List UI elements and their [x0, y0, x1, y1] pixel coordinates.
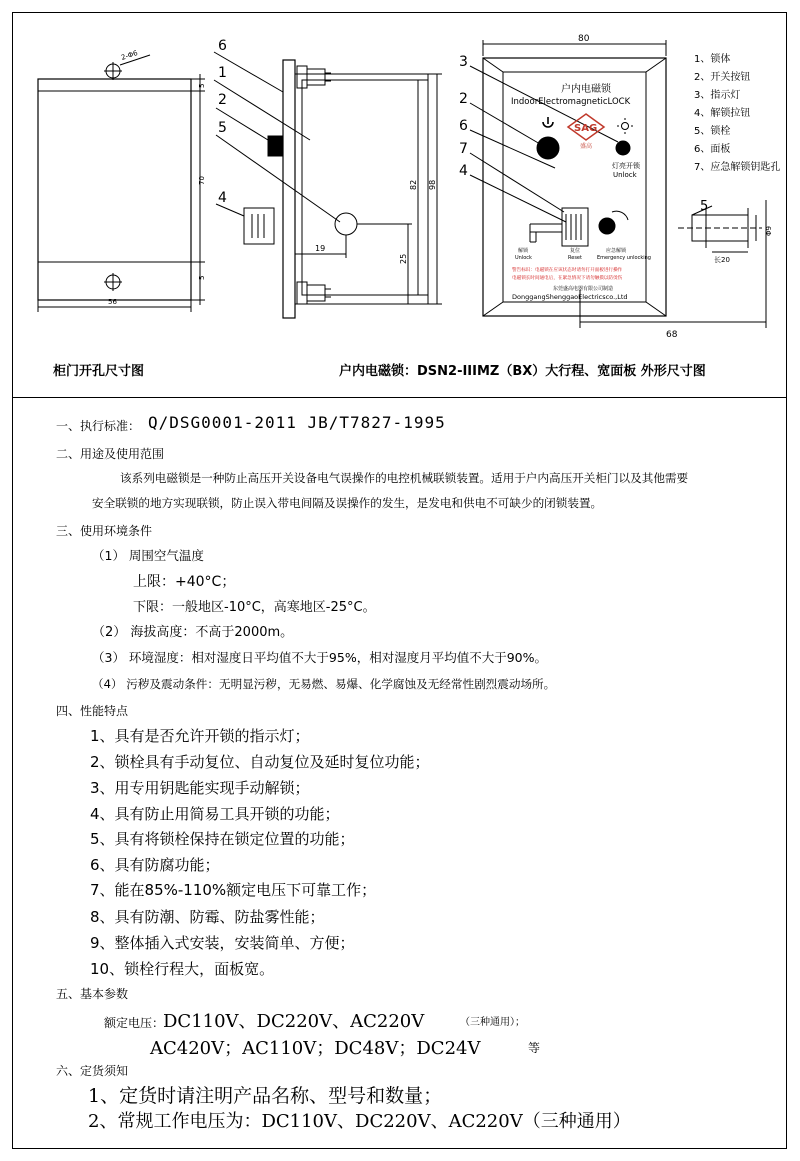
reset-label-cn: 复位: [570, 248, 581, 254]
side-callout-4: 4: [218, 190, 227, 206]
dim-25: 25: [399, 253, 408, 264]
front-view-caption: 户内电磁锁：DSN2-IIIMZ（BX）大行程、宽面板 外形尺寸图: [339, 364, 706, 379]
rated-voltage-note: （三种通用）；: [460, 1017, 525, 1028]
front-view-drawing: [470, 40, 766, 328]
dim-hole: 2-Φ6: [120, 49, 139, 62]
section-2-title: 二、用途及使用范围: [56, 447, 165, 461]
order-note-1: 1、定货时请注明产品名称、型号和数量；: [88, 1085, 443, 1107]
technical-drawings: [0, 0, 800, 400]
unlock-label-cn: 解锁: [518, 248, 529, 254]
bolt-dia: Φ9: [765, 226, 773, 236]
env-temp-lower: 下限：一般地区-10°C，高寒地区-25°C。: [133, 600, 376, 615]
power-icon: [543, 117, 553, 127]
dim-98: 98: [428, 179, 437, 190]
dim-top-offset: 5: [198, 83, 206, 88]
feature-item: 9、整体插入式安装，安装简单、方便；: [90, 934, 355, 952]
dim-82: 82: [409, 179, 418, 190]
standards: Q/DSG0001-2011 JB/T7827-1995: [148, 413, 446, 432]
unlock-label-en: Unlock: [515, 255, 532, 261]
warning-line-2: 电磁锁长时间通电后，在紧急情况下请勿触摸以防烫伤: [512, 276, 623, 281]
light-label: 灯亮开锁: [612, 162, 640, 170]
side-callout-5: 5: [218, 120, 227, 136]
legend-item: 3、指示灯: [694, 90, 741, 101]
parts-legend: [694, 52, 780, 173]
side-callout-1: 1: [218, 65, 227, 81]
indicator-light-icon: [617, 118, 633, 134]
svg-text:SAG: SAG: [574, 123, 598, 134]
panel-title: 户内电磁锁: [561, 84, 611, 95]
bolt-length: 长20: [714, 256, 730, 264]
feature-item: 7、能在85%-110%额定电压下可靠工作；: [90, 881, 377, 899]
legend-item: 4、解锁拉钮: [694, 108, 751, 119]
feature-item: 2、锁栓具有手动复位、自动复位及延时复位功能；: [90, 753, 430, 771]
legend-item: 7、应急解锁钥匙孔: [694, 162, 781, 173]
legend-item: 5、锁栓: [694, 126, 731, 137]
front-callout-6: 6: [459, 118, 468, 134]
section-2-text: 该系列电磁锁是一种防止高压开关设备电气误操作的电控机械联锁装置。适用于户内高压开关柜门以及其他需要: [120, 471, 689, 485]
rated-voltage-values-2: AC420V；AC110V；DC48V；DC24V: [150, 1038, 481, 1059]
legend-item: 6、面板: [694, 144, 731, 155]
dim-width: 56: [108, 298, 117, 306]
dim-bottom-offset: 5: [198, 275, 206, 280]
light-label-en: Unlock: [613, 171, 637, 179]
rated-voltage-values: DC110V、DC220V、AC220V: [163, 1011, 425, 1032]
side-callout-2: 2: [218, 92, 227, 108]
front-callout-7: 7: [459, 141, 468, 157]
feature-item: 6、具有防腐功能；: [90, 856, 220, 874]
side-callout-6: 6: [218, 38, 227, 54]
feature-item: 10、锁栓行程大，面板宽。: [90, 960, 275, 978]
front-callout-3: 3: [459, 54, 468, 70]
emergency-label-en: Emergency unlocking: [597, 255, 651, 261]
front-callout-2: 2: [459, 91, 468, 107]
bolt-callout-5: 5: [700, 199, 709, 214]
door-cutout-drawing: [38, 55, 205, 312]
feature-item: 5、具有将锁栓保持在锁定位置的功能；: [90, 830, 355, 848]
section-5-title: 五、基本参数: [56, 987, 129, 1001]
env-pollution: （4） 污秽及震动条件：无明显污秽，无易燃、易爆、化学腐蚀及无经常性剧烈震动场所。: [92, 677, 556, 691]
maker-cn: 东莞盛高电器有限公司制造: [553, 286, 614, 292]
legend-item: 2、开关按钮: [694, 72, 751, 83]
legend-item: 1、锁体: [694, 54, 731, 65]
env-temp-upper: 上限：+40°C；: [133, 574, 236, 590]
section-3-title: 三、使用环境条件: [56, 524, 153, 538]
side-view-drawing: [214, 52, 442, 318]
dim-68: 68: [666, 330, 678, 340]
dim-19: 19: [315, 244, 326, 253]
section-2-text: 安全联锁的地方实现联锁，防止误入带电间隔及误操作的发生，是发电和供电不可缺少的闭锁装置。: [92, 496, 603, 510]
section-6-title: 六、定货须知: [56, 1064, 129, 1078]
feature-item: 3、用专用钥匙能实现手动解锁；: [90, 779, 310, 797]
emergency-label-cn: 应急解锁: [606, 248, 627, 254]
feature-item: 8、具有防潮、防霉、防盐雾性能；: [90, 908, 325, 926]
env-humidity: （3） 环境湿度：相对湿度日平均值不大于95%，相对湿度月平均值不大于90%。: [92, 650, 547, 665]
warning-line-1: 警告标识：电磁锁在应该状态时请勿打开面板进行操作: [512, 268, 623, 273]
order-note-2: 2、常规工作电压为：DC110V、DC220V、AC220V（三种通用）: [88, 1111, 631, 1132]
reset-label-en: Reset: [568, 255, 582, 261]
panel-title-en: IndoorElectromagneticLOCK: [511, 97, 631, 107]
feature-item: 1、具有是否允许开锁的指示灯；: [90, 727, 310, 745]
dim-80: 80: [578, 34, 590, 44]
dim-height: 70: [198, 176, 206, 185]
section-1-title: 一、执行标准：: [56, 419, 141, 433]
maker-en: DonggangShenggaoElectricsco.,Ltd: [512, 293, 628, 301]
rated-voltage-label: 额定电压：: [104, 1016, 165, 1030]
env-temperature: （1） 周围空气温度: [92, 548, 204, 563]
front-callout-4: 4: [459, 163, 468, 179]
feature-item: 4、具有防止用简易工具开锁的功能；: [90, 805, 340, 823]
env-altitude: （2） 海拔高度：不高于2000m。: [92, 625, 294, 640]
rated-voltage-note-2: 等: [528, 1041, 541, 1055]
section-4-title: 四、性能特点: [56, 704, 129, 718]
door-cutout-caption: 柜门开孔尺寸图: [53, 364, 145, 379]
svg-text:盛高: 盛高: [580, 143, 593, 150]
